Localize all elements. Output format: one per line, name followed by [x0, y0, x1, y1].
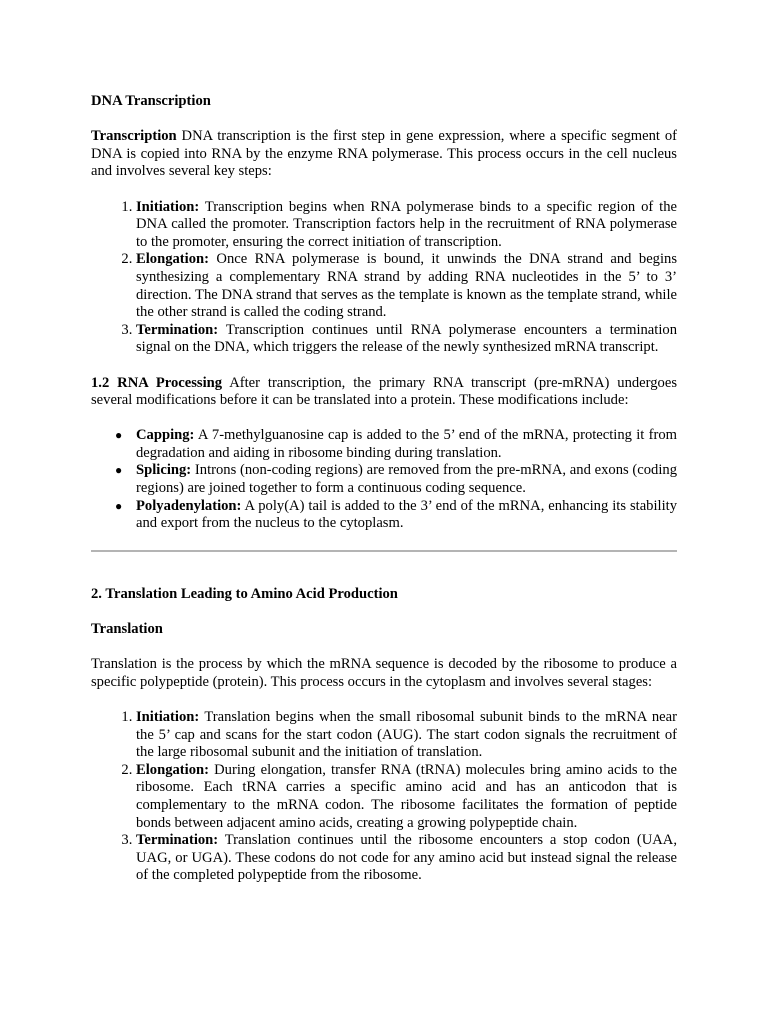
- list-item-term: Termination:: [136, 832, 219, 849]
- rna-processing-lead: 1.2 RNA Processing: [91, 374, 223, 391]
- list-item-term: Elongation:: [136, 761, 209, 778]
- section-title-dna-transcription: DNA Transcription: [91, 93, 211, 109]
- list-item: [136, 322, 677, 357]
- list-item-text: A 7-methylguanosine cap is added to the 5’ end of the mRNA, protecting it from degradation and aiding in ribosome binding during translation.: [136, 427, 677, 461]
- bullet-icon: ●: [115, 498, 123, 513]
- rna-processing-paragraph: [91, 375, 677, 410]
- list-item-text: Translation begins when the small ribosomal subunit binds to the mRNA near the 5’ cap and scans for the start codon (AUG). The start codon signals the recruitment of the large ribosomal subunit and the initiation of translation.: [136, 709, 677, 761]
- list-item-text: Introns (non-coding regions) are removed from the pre-mRNA, and exons (coding regions) are joined together to form a continuous coding sequence.: [136, 462, 677, 497]
- transcription-intro-paragraph: [91, 128, 677, 181]
- list-item-term: Splicing:: [136, 462, 192, 479]
- rna-processing-text: After transcription, the primary RNA transcript (pre-mRNA) undergoes several modifications before it can be translated into a protein. These modifications include:: [91, 374, 677, 409]
- list-item: [136, 832, 677, 885]
- list-item: [115, 497, 677, 533]
- list-item: [136, 251, 677, 321]
- transcription-intro-text: DNA transcription is the first step in gene expression, where a specific segment of DNA is copied into RNA by the enzyme RNA polymerase. This process occurs in the cell nucleus and involves several key steps:: [91, 128, 677, 180]
- list-item-term: Initiation:: [136, 709, 200, 725]
- list-item: [136, 199, 677, 252]
- list-item-term: Capping:: [136, 427, 195, 444]
- list-item-term: Termination:: [136, 321, 219, 338]
- section-title-translation: 2. Translation Leading to Amino Acid Production: [91, 585, 398, 602]
- bullet-icon: ●: [115, 463, 123, 478]
- list-item: [115, 462, 677, 497]
- document-content: [91, 93, 677, 885]
- list-item-term: Initiation:: [136, 198, 200, 215]
- translation-steps-list: [91, 709, 677, 885]
- subsection-title-translation: Translation: [91, 621, 163, 638]
- section-divider: [91, 550, 677, 552]
- list-item-text: A poly(A) tail is added to the 3’ end of the mRNA, enhancing its stability and export from the nucleus to the cytoplasm.: [136, 497, 677, 532]
- transcription-steps-list: [91, 199, 677, 357]
- transcription-intro-lead: Transcription: [91, 128, 177, 145]
- list-item: [136, 709, 677, 762]
- list-item-text: Transcription continues until RNA polymerase encounters a termination signal on the DNA, which triggers the release of the newly synthesized mRNA transcript.: [136, 321, 677, 356]
- list-item-term: Elongation:: [136, 251, 209, 268]
- list-item-term: Polyadenylation:: [136, 497, 242, 514]
- rna-modifications-list: [91, 427, 677, 533]
- list-item: [136, 762, 677, 832]
- list-item-text: Transcription begins when RNA polymerase binds to a specific region of the DNA called the promoter. Transcription factors help in the recruitment of RNA polymerase to the promoter, ensuring the correct initiation of transcription.: [136, 198, 677, 250]
- list-item-text: Once RNA polymerase is bound, it unwinds the DNA strand and begins synthesizing a complementary RNA strand by adding RNA nucleotides in the 5’ to 3’ direction. The DNA strand that serves as the template is known as the template strand, while the other strand is called the coding strand.: [136, 251, 677, 321]
- list-item-text: Translation continues until the ribosome encounters a stop codon (UAA, UAG, or UGA). These codons do not code for any amino acid but instead signal the release of the completed polypeptide from the ribosome.: [136, 832, 677, 884]
- list-item-text: During elongation, transfer RNA (tRNA) molecules bring amino acids to the ribosome. Each tRNA carries a specific amino acid and has an anticodon that is complementary to the mRNA codon. The ribosome facilitates the formation of peptide bonds between adjacent amino acids, creating a growing polypeptide chain.: [136, 761, 677, 831]
- bullet-icon: ●: [115, 428, 123, 443]
- list-item: [115, 427, 677, 462]
- translation-intro-paragraph: Translation is the process by which the mRNA sequence is decoded by the ribosome to produce a specific polypeptide (protein). This process occurs in the cytoplasm and involves several stages:: [91, 656, 677, 690]
